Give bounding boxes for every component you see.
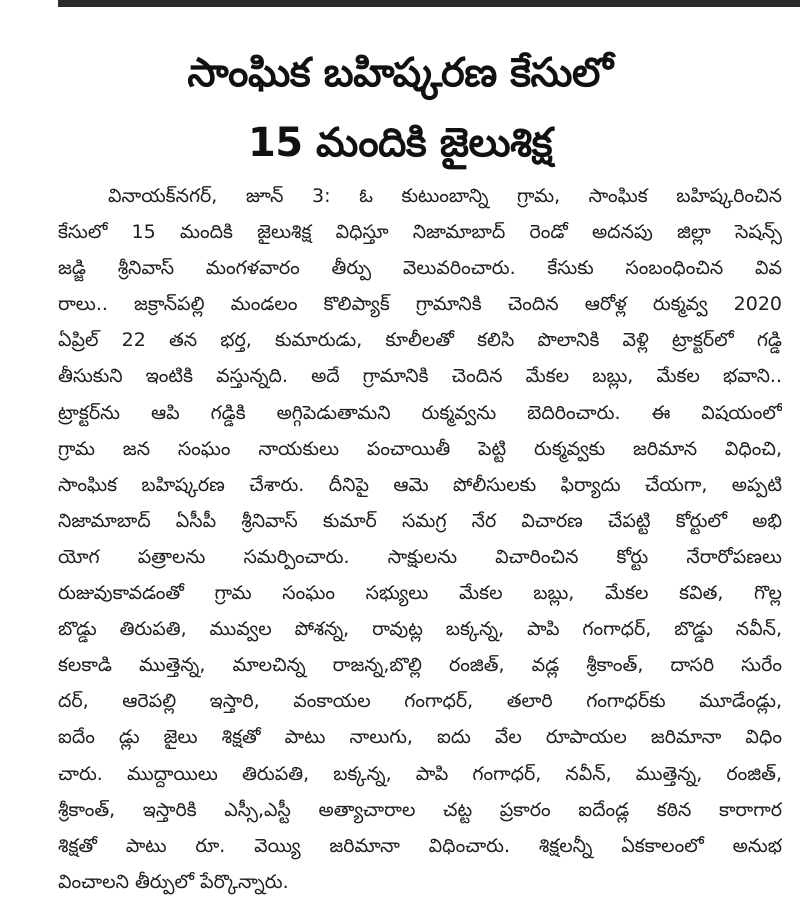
top-rule — [58, 0, 800, 7]
article-line: శ్రీకాంత్, ఇస్తారికి ఎస్సీ,ఎస్టీ అత్యాచారాల చట్ట ప్రకారం ఐదేండ్ల కఠిన కారాగార — [58, 798, 782, 821]
article-line: తీసుకుని ఇంటికి వస్తున్నది. అదే గ్రామానికి చెందిన మేకల బబ్లు, మేకల భవాని.. — [58, 365, 782, 388]
headline-line-1: సాంఘిక బహిష్కరణ కేసులో — [187, 50, 613, 96]
article-line: నిజామాబాద్ ఏసీపీ శ్రీనివాస్ కుమార్ సమగ్ర నేర విచారణ చేపట్టి కోర్టులో అభి — [58, 509, 782, 532]
headline-line-2: 15 మందికి జైలుశిక్ష — [247, 120, 553, 166]
article-line: ట్రాక్టర్‌ను ఆపి గడ్డికి అగ్గిపెడుతామని రుక్మవ్వను బెదిరించారు. ఈ విషయంలో — [58, 401, 782, 424]
article-line: కలకాడి ముత్తెన్న, మాలచిన్న రాజన్న,బొల్లి రంజిత్, వడ్ల శ్రీకాంత్, దాసరి సురేం — [58, 654, 782, 677]
article-line: బొడ్డు తిరుపతి, మువ్వల పోశన్న, రావుట్ల బక్కన్న, పాపి గంగాధర్, బొడ్డు నవీన్, — [58, 618, 782, 641]
article-line: వినాయక్‌నగర్, జూన్ 3: ఓ కుటుంబాన్ని గ్రామ, సాంఘిక బహిష్కరించిన — [108, 185, 782, 207]
article-line: వించాలని తీర్పులో పేర్కొన్నారు. — [58, 870, 289, 893]
article-line: చారు. ముద్దాయిలు తిరుపతి, బక్కన్న, పాపి గంగాధర్, నవీన్, ముత్తెన్న, రంజిత్, — [58, 762, 782, 785]
article-line: రాలు.. జక్రాన్‌పల్లి మండలం కొలిప్యాక్ గ్రామానికి చెందిన ఆరోళ్ల రుక్మవ్వ 2020 — [58, 293, 782, 316]
article-line: సాంఘిక బహిష్కరణ చేశారు. దీనిపై ఆమె పోలీసులకు ఫిర్యాదు చేయగా, అప్పటి — [58, 473, 782, 496]
article-line: కేసులో 15 మందికి జైలుశిక్ష విధిస్తూ నిజామాబాద్ రెండో అదనపు జిల్లా సెషన్స్ — [58, 221, 782, 244]
article-line: ఐదేం డ్లు జైలు శిక్షతో పాటు నాలుగు, ఐదు వేల రూపాయల జరిమానా విధిం — [58, 726, 782, 749]
article-line: గ్రామ జన సంఘం నాయకులు పంచాయితీ పెట్టి రుక్మవ్వకు జరిమాన విధించి, — [58, 437, 782, 460]
article-line: రుజువుకావడంతో గ్రామ సంఘం సభ్యులు మేకల బబ్లు, మేకల కవిత, గొల్ల — [58, 582, 782, 605]
article-line: యోగ పత్రాలను సమర్పించారు. సాక్షులను విచారించిన కోర్టు నేరారోపణలు — [58, 545, 782, 568]
article-line: దర్, ఆరెపల్లి ఇస్తారి, వంకాయల గంగాధర్, తలారి గంగాధర్‌కు మూడేండ్లు, — [58, 690, 782, 713]
article-body — [58, 178, 782, 900]
article-line: ఏప్రిల్ 22 తన భర్త, కుమారుడు, కూలీలతో కలిసి పొలానికి వెళ్లి ట్రాక్టర్‌లో గడ్డి — [58, 329, 782, 352]
article-line: జడ్జి శ్రీనివాస్ మంగళవారం తీర్పు వెలువరించారు. కేసుకు సంబంధించిన వివ — [58, 257, 782, 280]
headline — [0, 38, 800, 178]
article-line: శిక్షతో పాటు రూ. వెయ్యి జరిమానా విధించారు. శిక్షలన్నీ ఏకకాలంలో అనుభ — [58, 834, 782, 857]
